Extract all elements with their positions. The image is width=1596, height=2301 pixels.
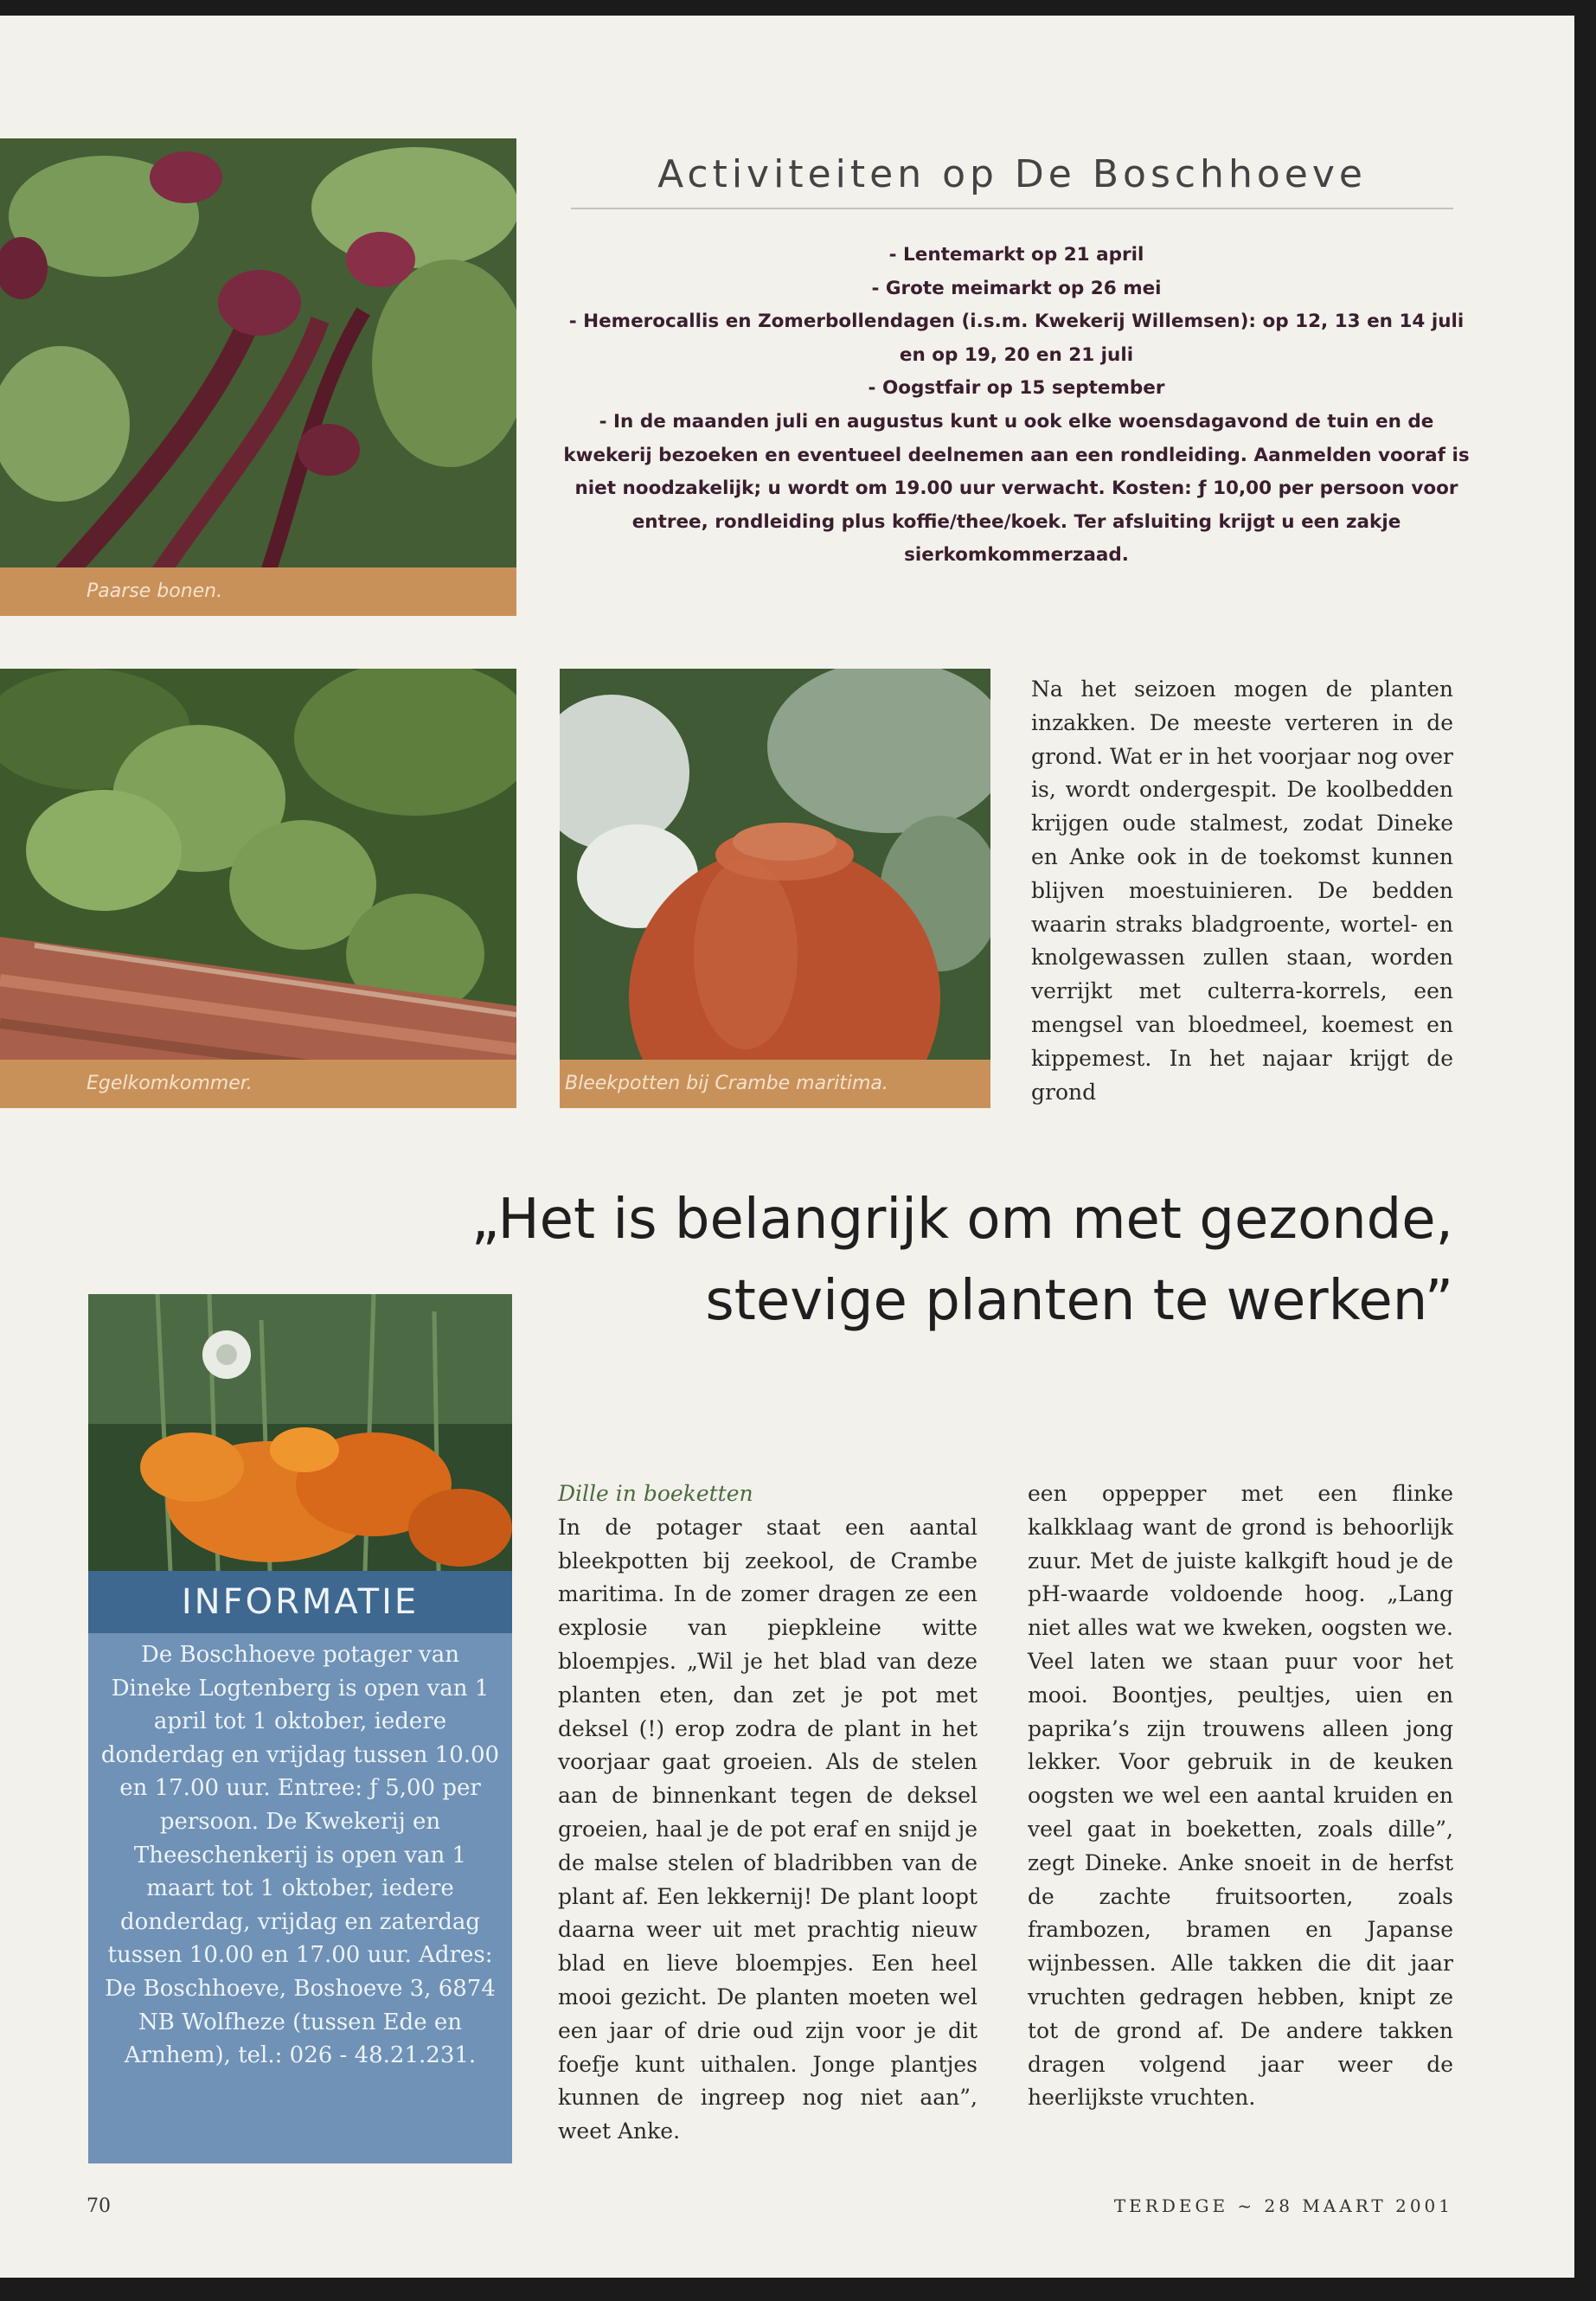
article-column-top-right (1031, 673, 1453, 1109)
caption-purple-beans: Paarse bonen. (0, 567, 516, 616)
article-paragraph: een oppepper met een flinke kalkklaag want de grond is behoorlijk zuur. Met de juiste kalkgift houd je de pH-waarde voldoende hoog. „Lang niet alles wat we kweken, oogsten we. Veel laten we staan puur voor het mooi. Boontjes, peultjes, uien en paprika’s zijn trouwens alleen jong lekker. Voor gebruik in de keuken oogsten we wel een aantal kruiden en veel gaat in boeketten, zoals dille”, zegt Dineke. Anke snoeit in de herfst de zachte fruitsoorten, zoals frambozen, bramen en Japanse wijnbessen. Alle takken die dit jaar vruchten gedragen hebben, knipt ze tot de grond af. De andere takken dragen volgend jaar weer de heerlijkste vruchten. (1028, 1481, 1453, 2111)
photo-forcing-pots (560, 669, 990, 1108)
page-number: 70 (87, 2195, 111, 2217)
caption-forcing-pots: Bleekpotten bij Crambe maritima. (560, 1060, 990, 1108)
article-subheading: Dille in boeketten (558, 1481, 753, 1506)
article-paragraph: Na het seizoen mogen de planten inzakken. De meeste verteren in de grond. Wat er in het voorjaar nog over is, wordt ondergespit. De koolbedden krijgen oude stalmest, zodat Dineke en Anke ook in de toekomst kunnen blijven moestuinieren. De bedden waarin straks bladgroente, wortel- en knolgewassen zullen staan, worden verrijkt met culterra-korrels, een mengsel van bloedmeel, koemest en kippemest. In het najaar krijgt de grond (1031, 676, 1453, 1105)
article-column-right (1028, 1477, 1453, 2115)
activity-item: - Lentemarkt op 21 april (888, 244, 1144, 266)
caption-hedgehog-cucumber: Egelkomkommer. (0, 1060, 516, 1108)
information-box (88, 1294, 512, 2163)
photo-flowers (88, 1294, 512, 1571)
publication-line: TERDEGE ~ 28 MAART 2001 (1113, 2195, 1453, 2216)
activities-divider (571, 208, 1453, 209)
photo-purple-beans (0, 138, 516, 616)
information-heading: INFORMATIE (88, 1571, 512, 1633)
activity-item: - Grote meimarkt op 26 mei (871, 277, 1162, 299)
forcing-pots-image (560, 669, 990, 1108)
article-paragraph: In de potager staat een aantal bleekpotten bij zeekool, de Crambe maritima. In de zomer dragen ze een explosie van piepkleine witte bloempjes. „Wil je het blad van deze planten eten, dan zet je pot met deksel (!) erop zodra de plant in het voorjaar gaat groeien. Als de stelen aan de binnenkant tegen de deksel groeien, haal je de pot eraf en snijd je de malse stelen of bladribben van de plant af. Een lekkernij! De plant loopt daarna weer uit met prachtig nieuw blad en lieve bloempjes. Een heel mooi gezicht. De planten moeten wel een jaar of drie oud zijn voor je dit foefje kunt uithalen. Jonge plantjes kunnen de ingreep nog niet aan”, weet Anke. (558, 1514, 977, 2144)
flowers-image (88, 1294, 512, 1571)
activity-item: - Oogstfair op 15 september (868, 377, 1165, 400)
pull-quote-line: „Het is belangrijk om met gezonde, (471, 1188, 1453, 1252)
information-text: De Boschhoeve potager van Dineke Logtenberg is open van 1 april tot 1 oktober, iedere donderdag en vrijdag tussen 10.00 en 17.00 uur. Entree: ƒ 5,00 per persoon. De Kwekerij en Theeschenkerij is open van 1 maart tot 1 oktober, iedere donderdag, vrijdag en zaterdag tussen 10.00 en 17.00 uur. Adres: De Boschhoeve, Boshoeve 3, 6874 NB Wolfheze (tussen Ede en Arnhem), tel.: 026 - 48.21.231. (100, 1642, 500, 2069)
hedgehog-cucumber-image (0, 669, 516, 1108)
pull-quote-line: stevige planten te werken” (705, 1269, 1453, 1333)
activities-list (562, 239, 1471, 573)
activity-item: - In de maanden juli en augustus kunt u ook elke woensdagavond de tuin en de kwekerij bezoeken en eventueel deelnemen aan een rondleiding. Aanmelden vooraf is niet noodzakelijk; u wordt om 19.00 uur verwacht. Kosten: ƒ 10,00 per persoon voor entree, rondleiding plus koffie/thee/koek. Ter afsluiting krijgt u een zakje sierkomkommerzaad. (563, 410, 1470, 567)
photo-hedgehog-cucumber (0, 669, 516, 1108)
magazine-page (0, 16, 1574, 2278)
purple-beans-image (0, 138, 516, 616)
article-column-left (558, 1477, 977, 2149)
activity-item: - Hemerocallis en Zomerbollendagen (i.s.m. Kwekerij Willemsen): op 12, 13 en 14 juli en op 19, 20 en 21 juli (568, 311, 1465, 366)
activities-title: Activiteiten op De Boschhoeve (657, 152, 1367, 196)
